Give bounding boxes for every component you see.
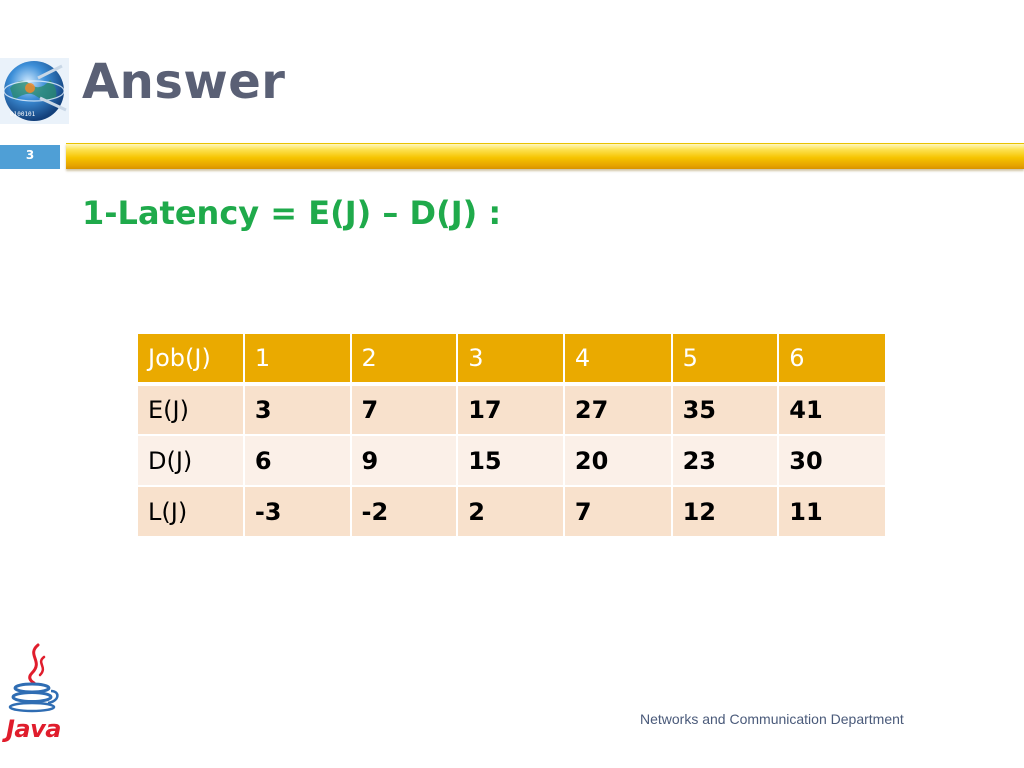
table-header-cell: 1 [244, 333, 351, 384]
table-header-cell: 3 [457, 333, 564, 384]
footer-department: Networks and Communication Department [640, 711, 904, 727]
table-row [137, 384, 886, 435]
table-cell: 3 [244, 384, 351, 435]
table-cell: 15 [457, 435, 564, 486]
row-label-dj: D(J) [137, 435, 244, 486]
table-row [137, 486, 886, 537]
table-row [137, 435, 886, 486]
latency-heading: 1-Latency = E(J) – D(J) : [82, 194, 502, 232]
row-label-lj: L(J) [137, 486, 244, 537]
globe-icon [0, 58, 69, 124]
table-cell: 7 [564, 486, 672, 537]
table-cell: 6 [244, 435, 351, 486]
slide-number: 3 [0, 145, 60, 169]
table-cell: 17 [457, 384, 564, 435]
table-cell: 9 [351, 435, 458, 486]
table-header-cell: 6 [778, 333, 886, 384]
row-label-ej: E(J) [137, 384, 244, 435]
table-header-cell: 4 [564, 333, 672, 384]
slide-title: Answer [82, 54, 286, 110]
table-cell: -2 [351, 486, 458, 537]
table-cell: 30 [778, 435, 886, 486]
table-cell: 2 [457, 486, 564, 537]
table-cell: 12 [672, 486, 779, 537]
table-header-cell: 5 [672, 333, 779, 384]
latency-table [136, 332, 887, 538]
table-cell: 11 [778, 486, 886, 537]
title-divider-bar [66, 143, 1024, 169]
table-header-row [137, 333, 886, 384]
table-cell: 41 [778, 384, 886, 435]
table-cell: -3 [244, 486, 351, 537]
table-cell: 23 [672, 435, 779, 486]
table-cell: 35 [672, 384, 779, 435]
java-logo-text: Java [6, 715, 61, 743]
table-header-cell: Job(J) [137, 333, 244, 384]
table-cell: 7 [351, 384, 458, 435]
table-cell: 27 [564, 384, 672, 435]
table-header-cell: 2 [351, 333, 458, 384]
table-cell: 20 [564, 435, 672, 486]
svg-text:0100101: 0100101 [10, 111, 36, 118]
